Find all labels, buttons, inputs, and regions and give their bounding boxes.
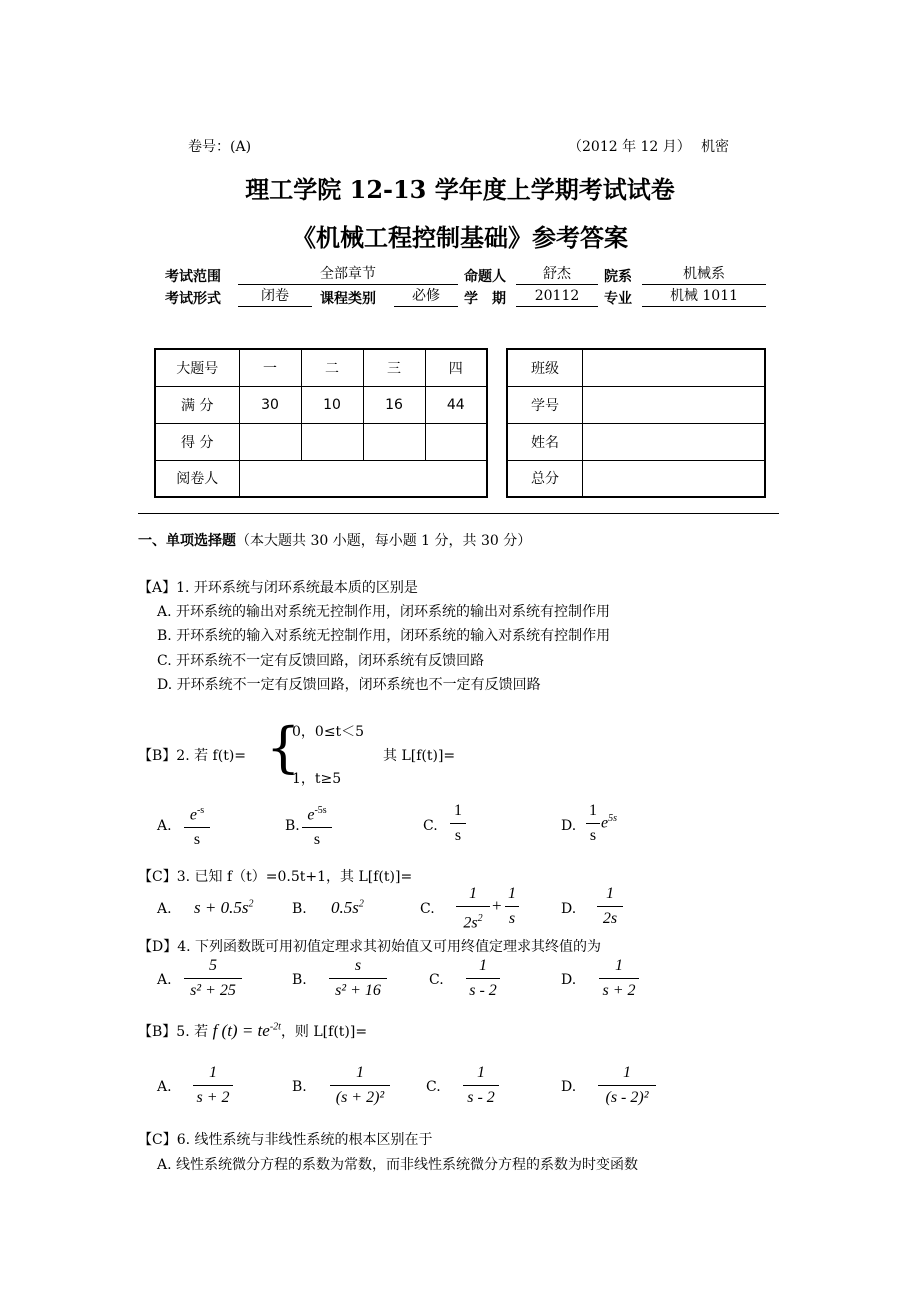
option-c-fraction-1: 1 $2s^2$ [456, 883, 490, 934]
setter-label: 命题人 [464, 269, 506, 285]
option-c-label: C. [429, 972, 444, 988]
term-value: 20112 [516, 287, 598, 307]
class-field[interactable] [583, 349, 766, 386]
fraction-numerator: 1 [454, 802, 462, 819]
score-table [154, 348, 488, 498]
scope-value: 全部章节 [238, 265, 458, 285]
option-c-fraction-2: 1 s [505, 883, 519, 930]
dept-value: 机械系 [642, 265, 766, 285]
total-field[interactable] [583, 460, 766, 497]
section-number: 一 [239, 349, 301, 386]
question-1 [138, 577, 418, 597]
question-stem: 6. 线性系统与非线性系统的根本区别在于 [176, 1132, 433, 1148]
score-cell[interactable] [301, 423, 363, 460]
student-info-table [506, 348, 766, 498]
scope-label: 考试范围 [165, 269, 221, 285]
piecewise-brace: { [266, 716, 301, 779]
option-b-expression: $0.5s^2$ [331, 898, 364, 917]
option-d-label: D. [561, 972, 577, 988]
score-row-header: 满 分 [155, 386, 239, 423]
option-a-fraction [184, 800, 210, 851]
option-c-fraction: 1 s - 2 [466, 955, 500, 1002]
course-type-value: 必修 [394, 287, 458, 307]
option-a-label: A. [157, 818, 172, 834]
option-b: B. 开环系统的输入对系统无控制作用，闭环系统的输入对系统有控制作用 [157, 628, 611, 644]
question-4 [138, 936, 601, 956]
question-5 [138, 1021, 367, 1041]
score-row-header: 得 分 [155, 423, 239, 460]
section1-title: 一、单项选择题 [138, 533, 236, 549]
score-cell[interactable] [239, 423, 301, 460]
answer-mark: 【C】 [138, 869, 177, 885]
option-b-label: B. [292, 901, 307, 917]
score-row-header: 阅卷人 [155, 460, 239, 497]
option-b-label: B. [292, 1079, 307, 1095]
question-stem: 1. 开环系统与闭环系统最本质的区别是 [176, 580, 418, 596]
fraction-denominator: s [589, 827, 597, 844]
course-title: 《机械工程控制基础》参考答案 [292, 223, 628, 252]
answer-mark: 【D】 [138, 939, 178, 955]
question-6 [138, 1129, 433, 1149]
paper-number: 卷号：(A) [188, 139, 252, 155]
answer-mark: 【C】 [138, 1132, 177, 1148]
form-value: 闭卷 [238, 287, 312, 307]
option-b-fraction [302, 800, 332, 851]
option-b-label: B. [285, 818, 300, 834]
piecewise-case-2: 1，t≥5 [292, 771, 342, 787]
score-row-header: 大题号 [155, 349, 239, 386]
class-label: 班级 [507, 349, 583, 386]
grader-cell[interactable] [239, 460, 487, 497]
function-expression: f $(t) = te^{-2t}$ [212, 1021, 281, 1040]
option-c-label: C. [426, 1079, 441, 1095]
fraction-numerator: e [189, 806, 197, 824]
option-d-fraction: 1 2s [597, 883, 623, 930]
question-stem: 4. 下列函数既可用初值定理求其初始值又可用终值定理求其终值的为 [177, 939, 602, 955]
student-id-label: 学号 [507, 386, 583, 423]
confidential-label: 机密 [701, 139, 729, 155]
option-a: A. 线性系统微分方程的系数为常数，而非线性系统微分方程的系数为时变函数 [157, 1157, 639, 1173]
form-label: 考试形式 [165, 291, 221, 307]
option-d-fraction: 1 s + 2 [599, 955, 639, 1002]
plus-sign: + [492, 896, 502, 915]
option-b-fraction: 1 (s + 2)² [330, 1062, 390, 1109]
option-a-label: A. [157, 972, 172, 988]
option-d-label: D. [561, 901, 577, 917]
fraction-denominator: s [454, 827, 462, 844]
answer-mark: 【B】 [138, 1024, 177, 1040]
piecewise-case-1: 0，0≤t＜5 [292, 724, 365, 740]
option-a-expression: $s + 0.5s^2$ [194, 898, 254, 917]
option-d-fraction [586, 800, 600, 847]
question-3 [138, 866, 412, 886]
section-number: 二 [301, 349, 363, 386]
fraction-numerator: e [307, 806, 315, 824]
option-c-label: C. [423, 818, 438, 834]
option-a: A. 开环系统的输出对系统无控制作用，闭环系统的输出对系统有控制作用 [157, 604, 611, 620]
answer-mark: 【A】 [138, 580, 177, 596]
option-a-label: A. [157, 901, 172, 917]
option-c-fraction [450, 800, 466, 847]
full-mark-cell: 16 [363, 386, 425, 423]
name-label: 姓名 [507, 423, 583, 460]
question-stem: 3. 已知 f（t）=0.5t+1，其 L[f(t)]= [176, 869, 413, 885]
option-b-fraction: s s² + 16 [329, 955, 387, 1002]
score-cell[interactable] [363, 423, 425, 460]
divider [138, 513, 779, 514]
exponent: -s [196, 805, 205, 816]
question-stem: 5. 若 [176, 1024, 209, 1040]
question-stem: 2. 若 f(t)= [176, 748, 247, 764]
section-number: 三 [363, 349, 425, 386]
option-d: D. 开环系统不一定有反馈回路，闭环系统也不一定有反馈回路 [157, 677, 541, 693]
student-id-field[interactable] [583, 386, 766, 423]
name-field[interactable] [583, 423, 766, 460]
major-value: 机械 1011 [642, 287, 766, 307]
question-2 [138, 745, 246, 765]
section-number: 四 [425, 349, 487, 386]
section1-heading [138, 530, 531, 550]
exam-date: （2012 年 12 月） [568, 139, 691, 155]
score-cell[interactable] [425, 423, 487, 460]
major-label: 专业 [604, 291, 632, 307]
dept-label: 院系 [604, 269, 632, 285]
fraction-denominator: s [193, 831, 201, 849]
full-mark-cell: 30 [239, 386, 301, 423]
full-mark-cell: 10 [301, 386, 363, 423]
option-c-fraction: 1 s - 2 [463, 1062, 499, 1109]
option-c-label: C. [420, 901, 435, 917]
option-d-exp-term: $e^{5s}$ [601, 813, 618, 832]
setter-value: 舒杰 [516, 265, 598, 285]
exponent: -5s [314, 805, 327, 816]
full-mark-cell: 44 [425, 386, 487, 423]
option-d-fraction: 1 (s - 2)² [598, 1062, 656, 1109]
option-a-fraction: 5 s² + 25 [184, 955, 242, 1002]
course-type-label: 课程类别 [320, 291, 376, 307]
question-tail: 其 L[f(t)]= [383, 748, 456, 764]
exam-title: 理工学院 12-13 学年度上学期考试试卷 [245, 175, 675, 204]
fraction-numerator: 1 [589, 802, 597, 819]
total-label: 总分 [507, 460, 583, 497]
question-tail: ，则 L[f(t)]= [280, 1024, 368, 1040]
option-a-label: A. [157, 1079, 172, 1095]
section1-note: （本大题共 30 小题，每小题 1 分，共 30 分） [236, 533, 532, 549]
option-b-label: B. [292, 972, 307, 988]
option-d-label: D. [561, 818, 577, 834]
option-a-fraction: 1 s + 2 [193, 1062, 233, 1109]
fraction-denominator: s [313, 831, 321, 849]
option-c: C. 开环系统不一定有反馈回路，闭环系统有反馈回路 [157, 653, 485, 669]
term-label: 学 期 [464, 291, 506, 307]
option-d-label: D. [561, 1079, 577, 1095]
answer-mark: 【B】 [138, 748, 177, 764]
